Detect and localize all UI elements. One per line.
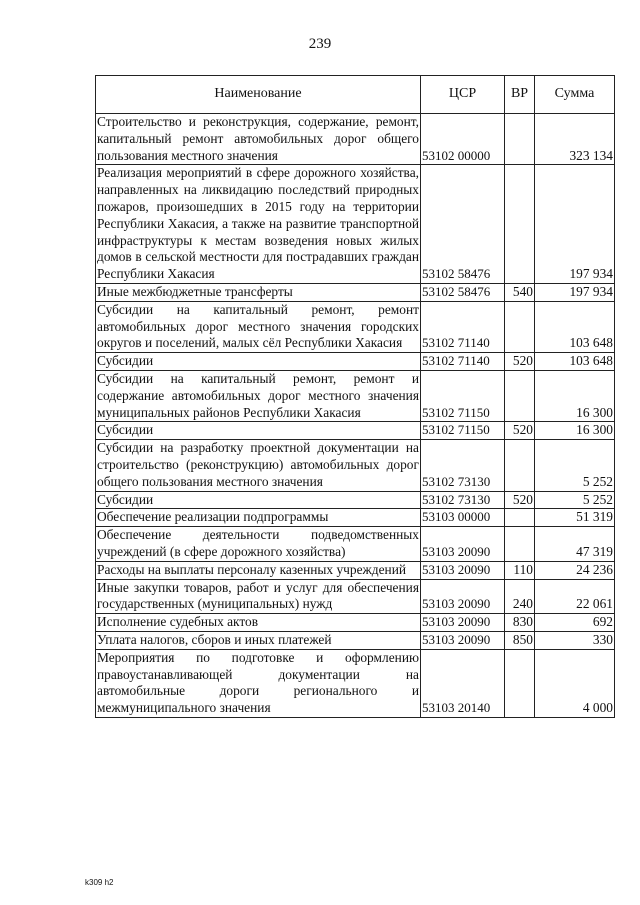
cell-csr: 53103 20090 bbox=[421, 561, 505, 579]
cell-sum: 5 252 bbox=[535, 491, 615, 509]
table-row bbox=[96, 527, 615, 562]
cell-name: Мероприятия по подготовке и оформлению правоустанавливающей документации на автомобильные дороги регионального и межмуниципального значения bbox=[96, 649, 421, 717]
cell-sum: 197 934 bbox=[535, 283, 615, 301]
cell-vr: 520 bbox=[505, 422, 535, 440]
cell-csr: 53103 20090 bbox=[421, 579, 505, 614]
cell-sum: 330 bbox=[535, 631, 615, 649]
cell-name: Расходы на выплаты персоналу казенных учреждений bbox=[96, 561, 421, 579]
cell-csr: 53103 20090 bbox=[421, 631, 505, 649]
cell-vr bbox=[505, 440, 535, 491]
cell-csr: 53102 58476 bbox=[421, 283, 505, 301]
cell-sum: 103 648 bbox=[535, 353, 615, 371]
table-row bbox=[96, 353, 615, 371]
cell-vr: 540 bbox=[505, 283, 535, 301]
cell-name: Иные межбюджетные трансферты bbox=[96, 283, 421, 301]
cell-vr bbox=[505, 114, 535, 165]
cell-csr: 53103 20090 bbox=[421, 527, 505, 562]
table-row bbox=[96, 370, 615, 421]
cell-csr: 53103 20090 bbox=[421, 614, 505, 632]
table-row bbox=[96, 440, 615, 491]
cell-sum: 692 bbox=[535, 614, 615, 632]
cell-csr: 53102 71140 bbox=[421, 301, 505, 352]
cell-vr: 110 bbox=[505, 561, 535, 579]
cell-csr: 53102 73130 bbox=[421, 440, 505, 491]
table-header bbox=[96, 76, 615, 114]
table-row bbox=[96, 579, 615, 614]
cell-name: Исполнение судебных актов bbox=[96, 614, 421, 632]
cell-csr: 53102 71150 bbox=[421, 422, 505, 440]
cell-sum: 103 648 bbox=[535, 301, 615, 352]
cell-vr: 850 bbox=[505, 631, 535, 649]
cell-sum: 16 300 bbox=[535, 422, 615, 440]
table-body bbox=[96, 114, 615, 718]
table-row bbox=[96, 649, 615, 717]
header-name: Наименование bbox=[96, 76, 421, 114]
cell-csr: 53102 71140 bbox=[421, 353, 505, 371]
cell-sum: 51 319 bbox=[535, 509, 615, 527]
cell-csr: 53102 71150 bbox=[421, 370, 505, 421]
footer-code: k309 h2 bbox=[85, 878, 114, 887]
cell-name: Строительство и реконструкция, содержание, ремонт, капитальный ремонт автомобильных дорог общего пользования местного значения bbox=[96, 114, 421, 165]
cell-sum: 47 319 bbox=[535, 527, 615, 562]
cell-name: Субсидии на капитальный ремонт, ремонт автомобильных дорог местного значения городских округов и поселений, малых сёл Республики Хакасия bbox=[96, 301, 421, 352]
cell-vr bbox=[505, 509, 535, 527]
cell-sum: 197 934 bbox=[535, 165, 615, 284]
cell-csr: 53102 58476 bbox=[421, 165, 505, 284]
cell-name: Субсидии bbox=[96, 422, 421, 440]
table-row bbox=[96, 283, 615, 301]
cell-sum: 22 061 bbox=[535, 579, 615, 614]
cell-vr: 240 bbox=[505, 579, 535, 614]
cell-sum: 16 300 bbox=[535, 370, 615, 421]
cell-name: Субсидии на разработку проектной документации на строительство (реконструкцию) автомобильных дорог общего пользования местного значения bbox=[96, 440, 421, 491]
cell-vr bbox=[505, 649, 535, 717]
cell-vr bbox=[505, 301, 535, 352]
cell-name: Обеспечение реализации подпрограммы bbox=[96, 509, 421, 527]
table-row bbox=[96, 491, 615, 509]
cell-sum: 5 252 bbox=[535, 440, 615, 491]
cell-name: Реализация мероприятий в сфере дорожного хозяйства, направленных на ликвидацию последствий природных пожаров, произошедших в 2015 году на территории Республики Хакасия, а также на развитие транспортной инфраструктуры к местам возведения новых жилых домов в сельской местности для пострадавших граждан Республики Хакасия bbox=[96, 165, 421, 284]
table-row bbox=[96, 301, 615, 352]
header-row bbox=[96, 76, 615, 114]
cell-name: Субсидии на капитальный ремонт, ремонт и содержание автомобильных дорог местного значения муниципальных районов Республики Хакасия bbox=[96, 370, 421, 421]
table-row bbox=[96, 561, 615, 579]
table-row bbox=[96, 509, 615, 527]
table-row bbox=[96, 614, 615, 632]
header-csr: ЦСР bbox=[421, 76, 505, 114]
cell-vr: 520 bbox=[505, 353, 535, 371]
cell-vr: 830 bbox=[505, 614, 535, 632]
cell-vr: 520 bbox=[505, 491, 535, 509]
table-row bbox=[96, 631, 615, 649]
cell-name: Уплата налогов, сборов и иных платежей bbox=[96, 631, 421, 649]
table-row bbox=[96, 422, 615, 440]
table-row bbox=[96, 165, 615, 284]
header-sum: Сумма bbox=[535, 76, 615, 114]
header-vr: ВР bbox=[505, 76, 535, 114]
page-number: 239 bbox=[308, 36, 332, 52]
cell-name: Иные закупки товаров, работ и услуг для обеспечения государственных (муниципальных) нужд bbox=[96, 579, 421, 614]
cell-vr bbox=[505, 527, 535, 562]
cell-name: Обеспечение деятельности подведомственных учреждений (в сфере дорожного хозяйства) bbox=[96, 527, 421, 562]
cell-csr: 53102 00000 bbox=[421, 114, 505, 165]
cell-name: Субсидии bbox=[96, 491, 421, 509]
cell-sum: 24 236 bbox=[535, 561, 615, 579]
table-row bbox=[96, 114, 615, 165]
cell-sum: 4 000 bbox=[535, 649, 615, 717]
cell-csr: 53103 20140 bbox=[421, 649, 505, 717]
cell-vr bbox=[505, 370, 535, 421]
cell-csr: 53103 00000 bbox=[421, 509, 505, 527]
cell-csr: 53102 73130 bbox=[421, 491, 505, 509]
cell-vr bbox=[505, 165, 535, 284]
budget-table bbox=[95, 75, 615, 718]
cell-sum: 323 134 bbox=[535, 114, 615, 165]
cell-name: Субсидии bbox=[96, 353, 421, 371]
